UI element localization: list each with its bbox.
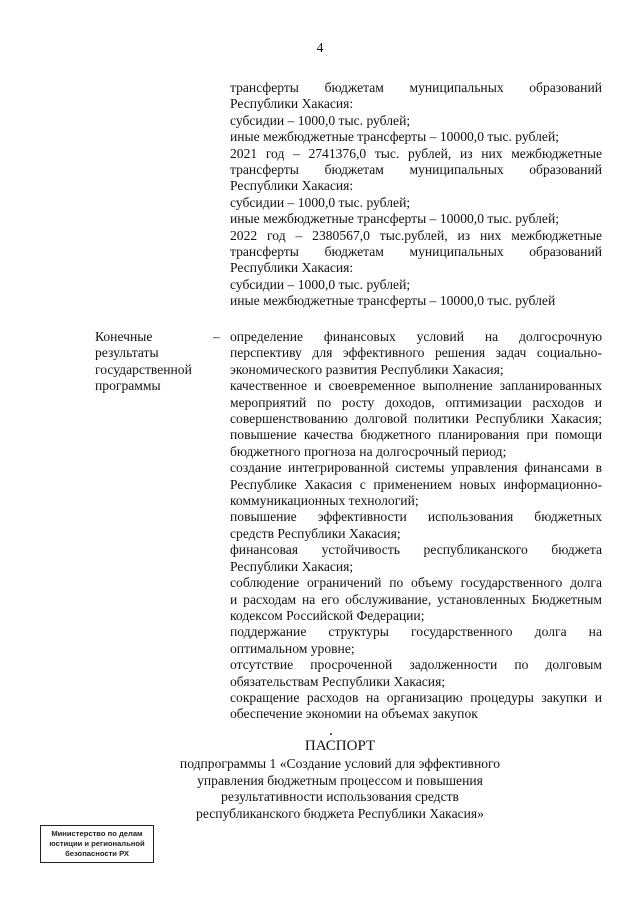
result-line: финансовая устойчивость республиканского бюджета [230,542,602,558]
result-line: сокращение расходов на организацию процедуры закупки и [230,689,602,705]
results-label-line: государственной [95,361,192,377]
funding-line: Республики Хакасия: [230,96,354,112]
result-line: поддержание структуры государственного долга на [230,624,602,640]
funding-text-block [230,80,602,310]
funding-line: иные межбюджетные трансферты – 10000,0 тыс. рублей [230,293,556,309]
result-line: соблюдение ограничений по объему государственного долга [230,575,602,591]
funding-line: Республики Хакасия: [230,178,354,194]
result-line: Республике Хакасия с применением новых информационно- [230,476,602,492]
results-label [95,329,205,395]
results-label-line: результаты [95,345,159,361]
result-line: коммуникационных технологий; [230,493,419,509]
stamp-line: юстиции и региональной [49,839,145,848]
passport-subtitle-line: результативности использования средств [221,789,459,805]
results-label-line: Конечные [95,329,153,344]
page-number: 4 [316,40,324,55]
result-line: совершенствованию долговой политики Республики Хакасия; [230,411,602,427]
result-line: бюджетного прогноза на долгосрочный период; [230,443,507,459]
result-line: оптимальном уровне; [230,640,355,656]
ministry-stamp [40,825,154,863]
stamp-line: Министерство по делам [51,829,143,838]
result-line: экономического развития Республики Хакасия; [230,361,504,377]
funding-line: иные межбюджетные трансферты – 10000,0 тыс. рублей; [230,211,559,227]
results-content [230,329,602,723]
scan-speck [330,733,332,735]
passport-subtitle-line: республиканского бюджета Республики Хакасия» [196,805,484,821]
result-line: определение финансовых условий на долгосрочную [230,329,602,344]
passport-subtitle-line: подпрограммы 1 «Создание условий для эффективного [179,756,501,772]
funding-line: трансферты бюджетам муниципальных образований [230,244,602,260]
funding-line: 2022 год – 2380567,0 тыс.рублей, из них межбюджетные [230,227,602,243]
stamp-line: безопасности РХ [65,849,129,858]
funding-line: 2021 год – 2741376,0 тыс. рублей, из них межбюджетные [230,145,602,161]
funding-line: субсидии – 1000,0 тыс. рублей; [230,194,411,210]
result-line: обязательствам Республики Хакасия; [230,673,446,689]
funding-line: субсидии – 1000,0 тыс. рублей; [230,112,411,128]
result-line: и расходам на его обслуживание, установленных Бюджетным [230,591,602,607]
funding-line: Республики Хакасия: [230,260,354,276]
result-line: качественное и своевременное выполнение запланированных [230,378,602,394]
result-line: средств Республики Хакасия; [230,525,401,541]
results-label-line: программы [95,378,161,394]
result-line: перспективу для эффективного решения задач социально- [230,345,602,361]
result-line: повышение эффективности использования бюджетных [230,509,602,525]
result-line: Республики Хакасия; [230,558,354,574]
result-line: мероприятий по росту доходов, оптимизации расходов и [230,394,602,410]
passport-heading [150,738,530,822]
result-line: повышение качества бюджетного планирования при помощи [230,427,602,443]
passport-subtitle-line: управления бюджетным процессом и повышения [197,772,483,788]
funding-line: трансферты бюджетам муниципальных образований [230,80,602,95]
result-line: кодексом Российской Федерации; [230,607,425,623]
result-line: создание интегрированной системы управления финансами в [230,460,602,476]
result-line: отсутствие просроченной задолженности по долговым [230,657,602,673]
result-line: обеспечение экономии на объемах закупок [230,706,478,722]
funding-line: субсидии – 1000,0 тыс. рублей; [230,276,411,292]
funding-line: иные межбюджетные трансферты – 10000,0 тыс. рублей; [230,129,559,145]
passport-subtitle [150,756,530,822]
results-dash: – [213,329,220,344]
passport-title: ПАСПОРТ [304,738,376,754]
funding-line: трансферты бюджетам муниципальных образований [230,162,602,178]
